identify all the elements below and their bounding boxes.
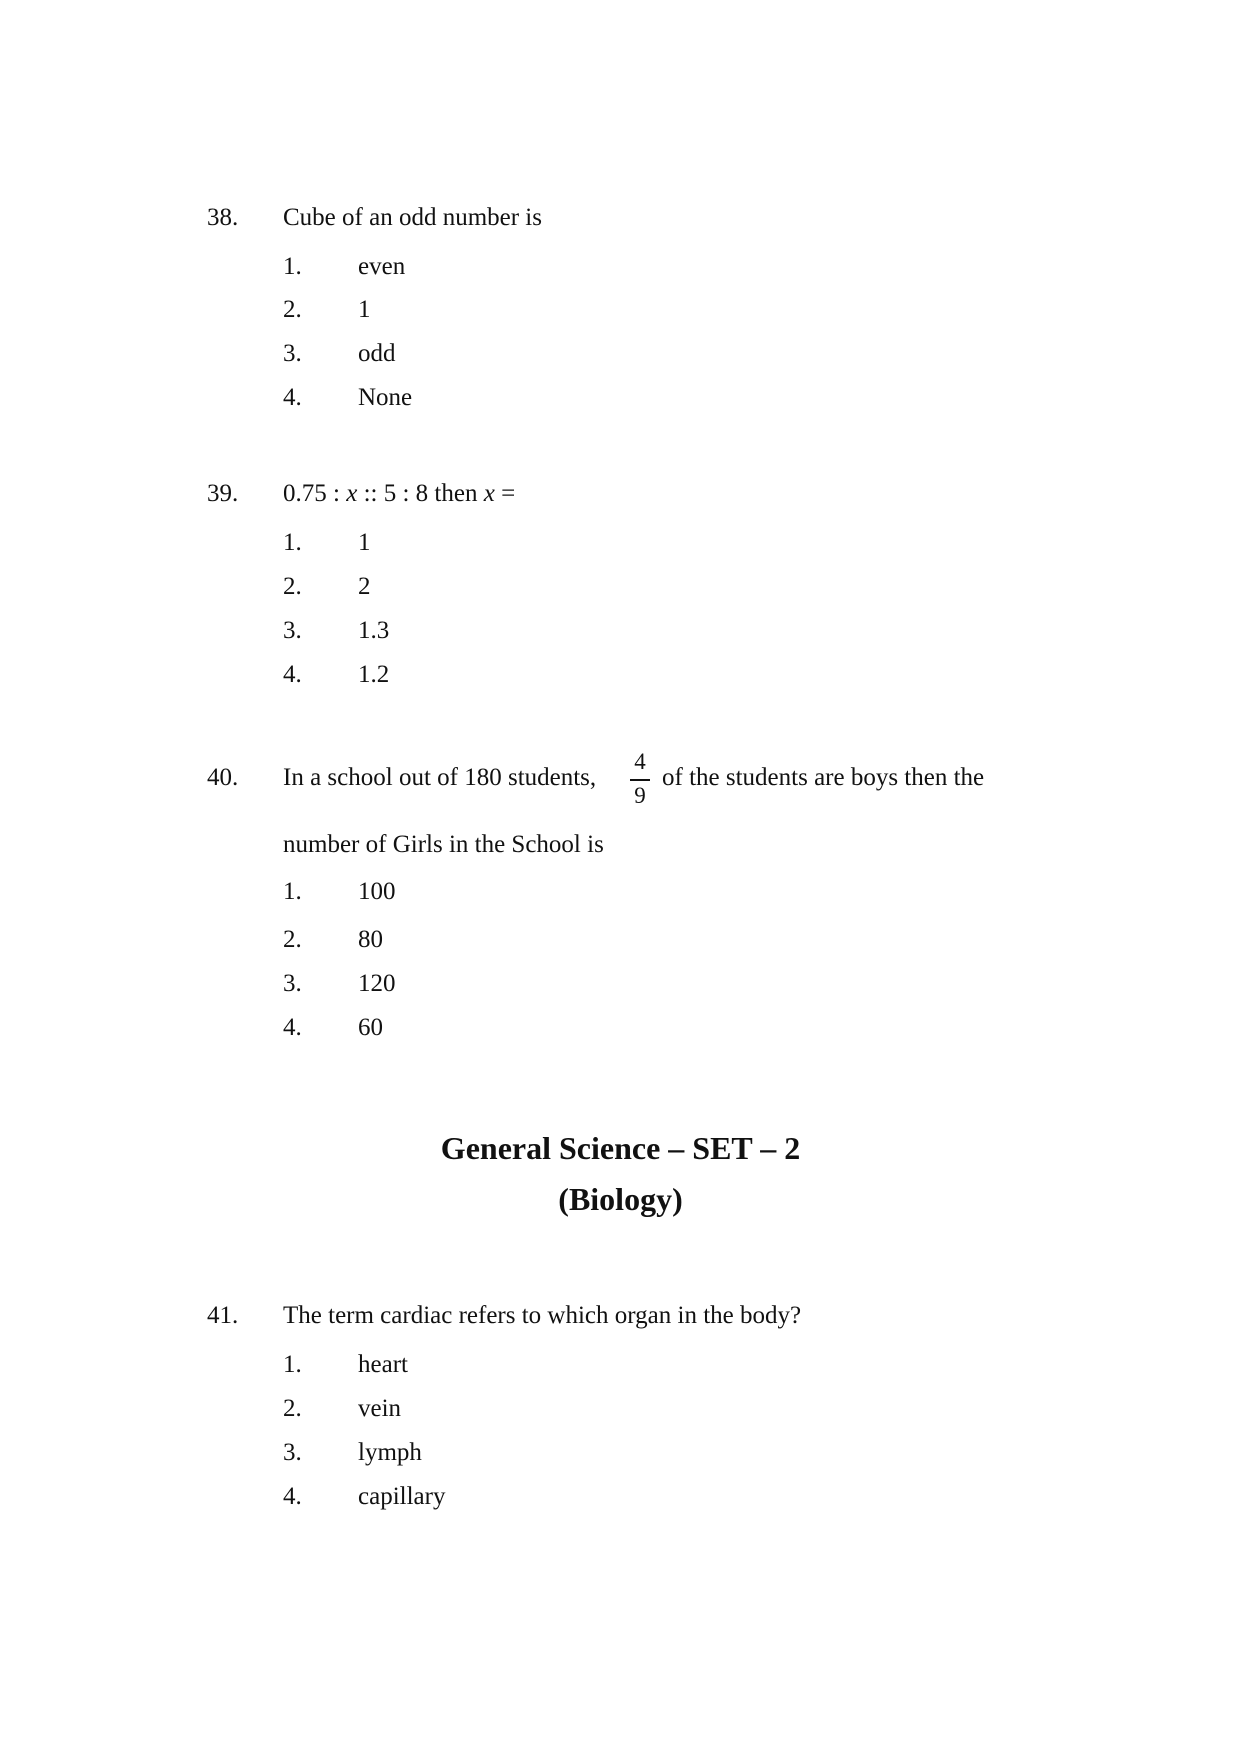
option-number: 3. [283, 970, 302, 997]
fraction [627, 750, 653, 810]
question-text: The term cardiac refers to which organ in the body? [283, 1302, 802, 1329]
option-number: 4. [283, 661, 302, 688]
option-number: 3. [283, 1439, 302, 1466]
fraction-denominator: 9 [634, 783, 646, 808]
option-text: lymph [358, 1439, 422, 1466]
option-text: 120 [358, 970, 396, 997]
question-number: 39. [207, 480, 239, 507]
option-number: 3. [283, 340, 302, 367]
fraction-numerator: 4 [634, 749, 646, 774]
option-text: 1.3 [358, 617, 390, 644]
option-text: capillary [358, 1483, 446, 1510]
option-number: 4. [283, 1483, 302, 1510]
question-number: 40. [207, 764, 239, 791]
option-number: 1. [283, 253, 302, 280]
option-text: even [358, 253, 406, 280]
option-text: 80 [358, 926, 383, 953]
option-number: 1. [283, 878, 302, 905]
question-number: 41. [207, 1302, 239, 1329]
option-text: 100 [358, 878, 396, 905]
section-subtitle: (Biology) [558, 1181, 683, 1217]
option-number: 1. [283, 1351, 302, 1378]
option-text: 1 [358, 529, 371, 556]
question-text: Cube of an odd number is [283, 204, 542, 231]
option-text: 2 [358, 573, 371, 600]
question-text-part: :: 5 : 8 then [357, 480, 484, 507]
option-number: 2. [283, 296, 302, 323]
option-number: 4. [283, 1014, 302, 1041]
fraction-bar [630, 779, 650, 781]
variable-x: x [483, 480, 495, 507]
option-number: 2. [283, 926, 302, 953]
question-text: number of Girls in the School is [283, 831, 604, 858]
option-number: 1. [283, 529, 302, 556]
option-text: vein [358, 1395, 402, 1422]
option-text: 60 [358, 1014, 383, 1041]
option-text: odd [358, 340, 396, 367]
option-number: 4. [283, 384, 302, 411]
question-text-part: = [494, 480, 516, 507]
option-number: 3. [283, 617, 302, 644]
question-text [283, 481, 515, 506]
option-number: 2. [283, 573, 302, 600]
question-text: of the students are boys then the [662, 764, 985, 791]
option-text: 1 [358, 296, 371, 323]
question-text: In a school out of 180 students, [283, 764, 597, 791]
option-text: heart [358, 1351, 408, 1378]
question-text-part: 0.75 : [283, 480, 347, 507]
question-number: 38. [207, 204, 239, 231]
option-text: None [358, 384, 413, 411]
option-text: 1.2 [358, 661, 390, 688]
option-number: 2. [283, 1395, 302, 1422]
variable-x: x [346, 480, 358, 507]
section-title: General Science – SET – 2 [440, 1130, 801, 1166]
